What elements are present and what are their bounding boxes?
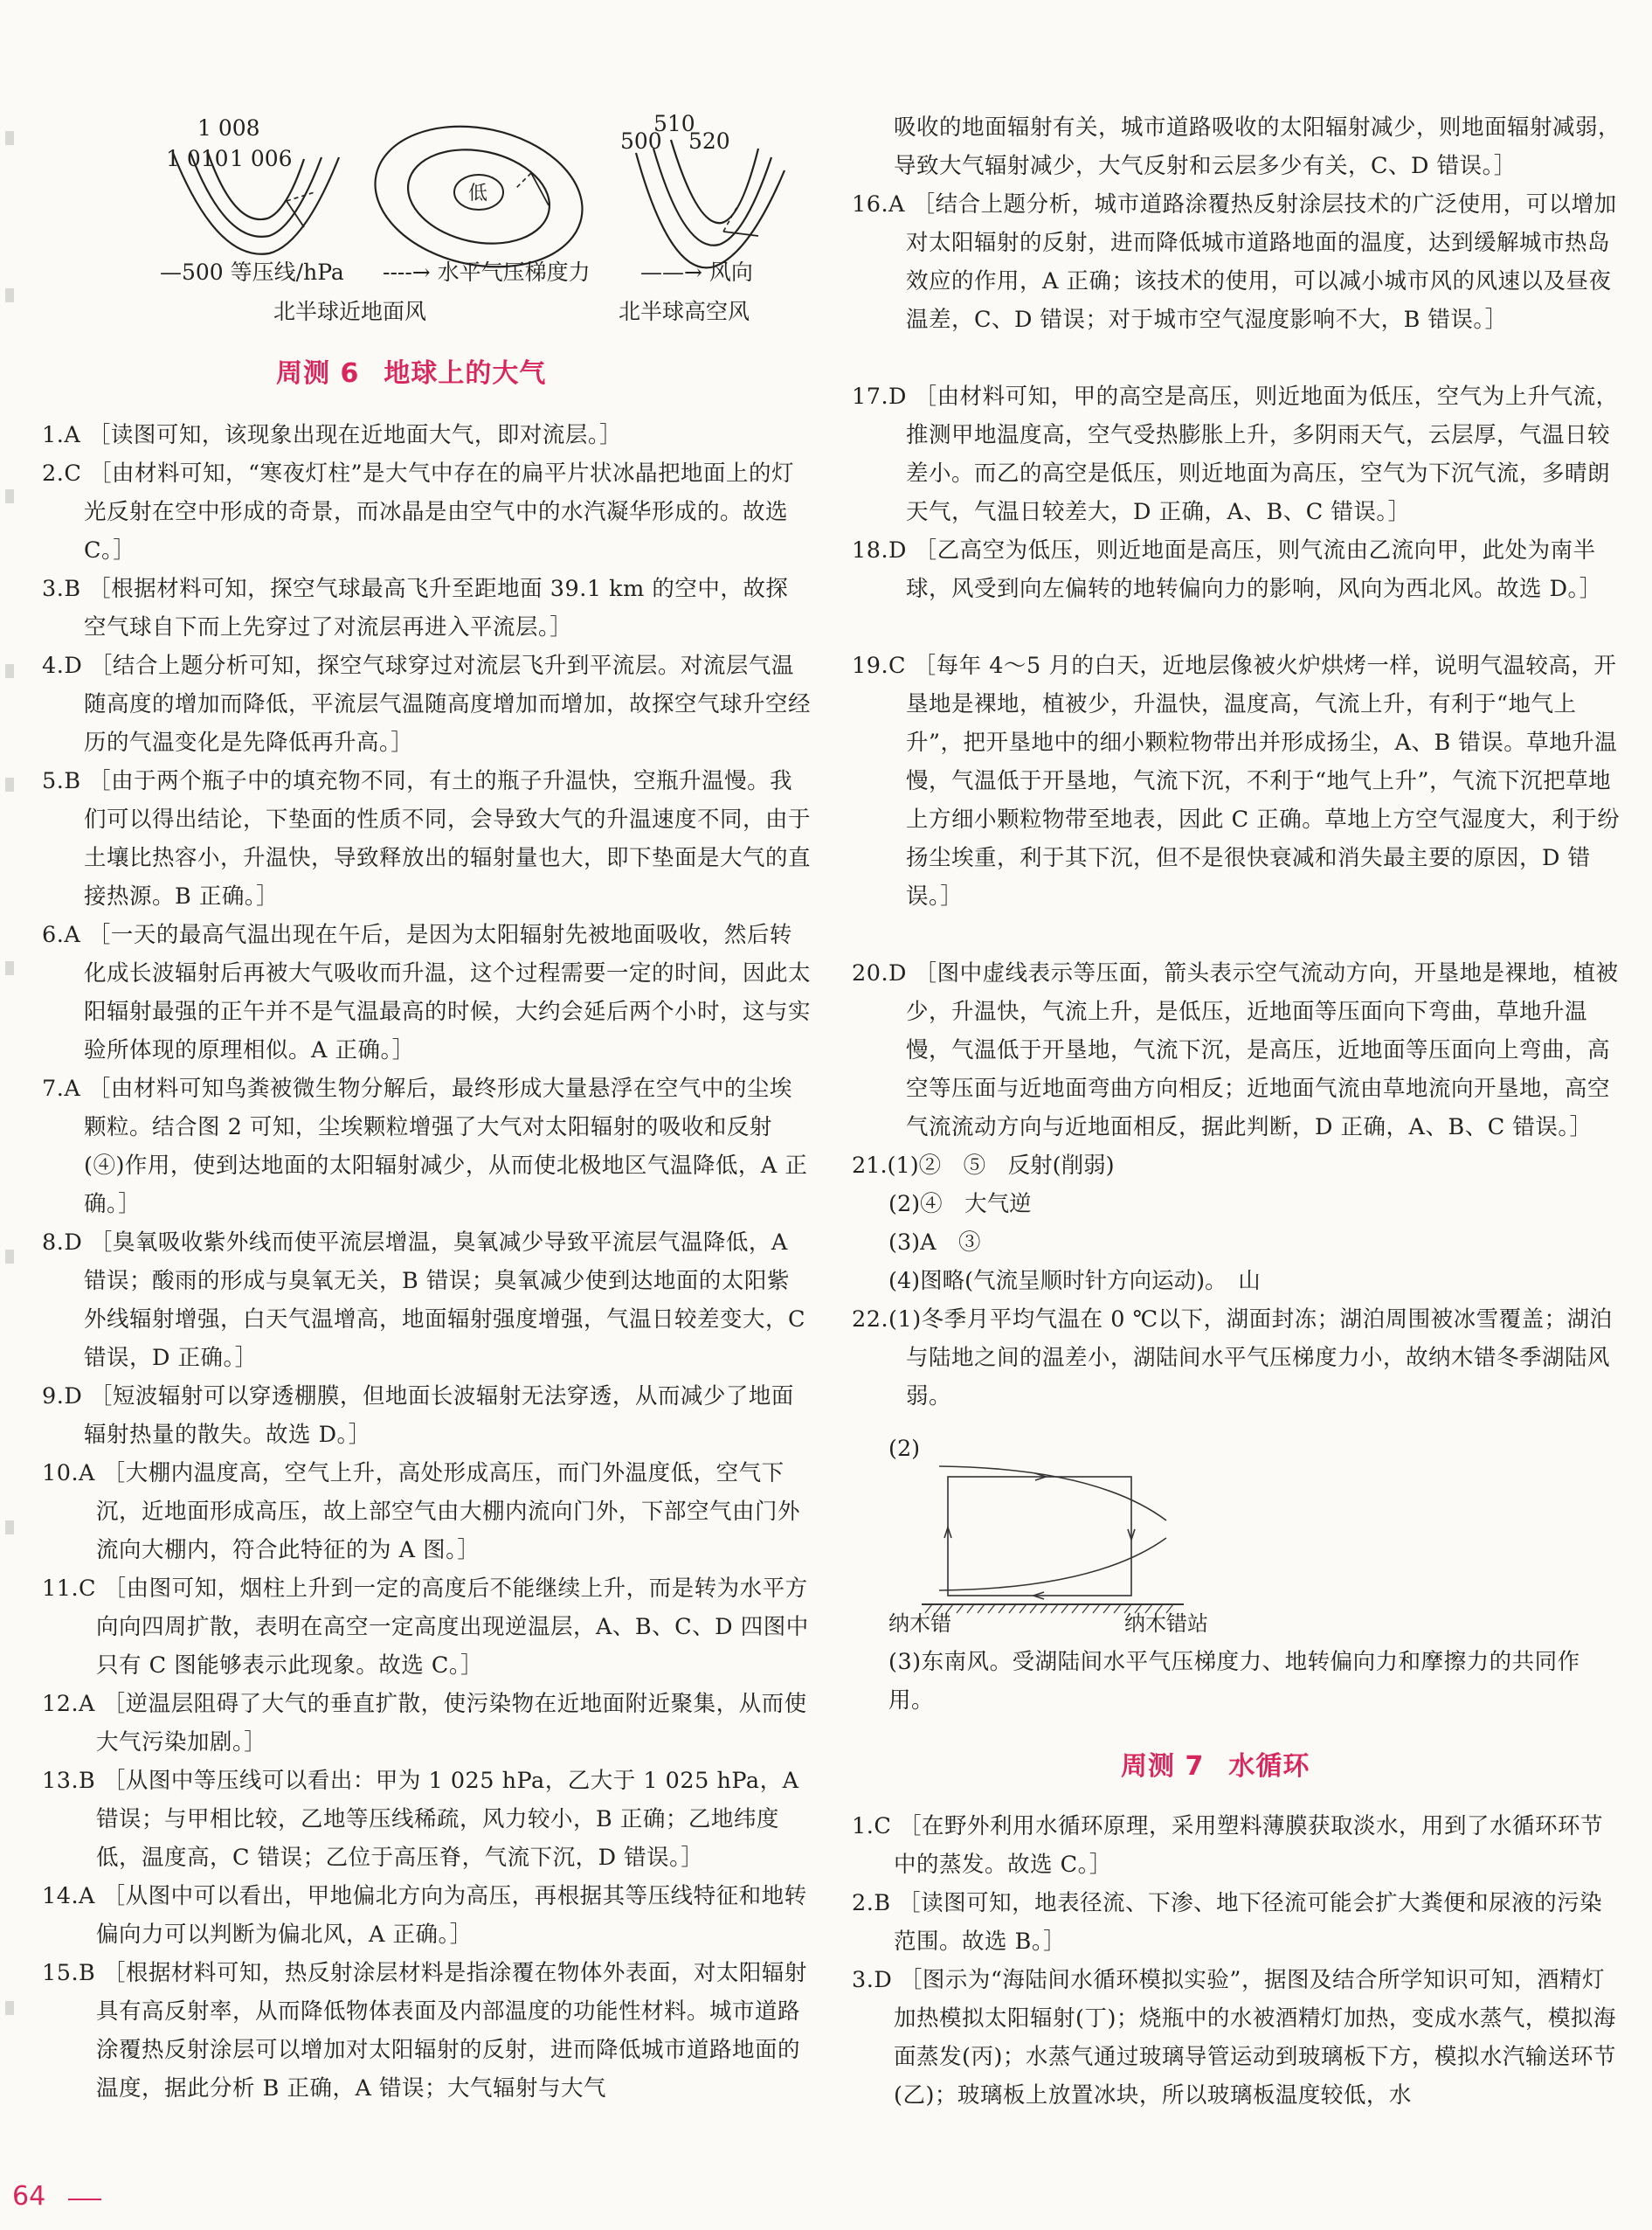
section-6-title <box>276 351 546 390</box>
isobar-label-1006: 1 006 <box>230 146 293 171</box>
answer-paragraph: 3.B ［根据材料可知，探空气球最高飞升至距地面 39.1 km 的空中，故探空气球自下而上先穿过了对流层再进入平流层。］ <box>42 576 789 641</box>
section-6-number: 周测 6 <box>276 358 360 389</box>
legend-wind-direction: ——→ 风向 <box>640 260 753 285</box>
answer-paragraph: 6.A ［一天的最高气温出现在午后，是因为太阳辐射先被地面吸收，然后转化成长波辐射后再被大气吸收而升温，这个过程需要一定的时间，因此太阳辐射最强的正午并不是气温最高的时候，大约会延后两个小时，这与实验所体现的原理相似。A 正确。］ <box>42 922 812 1063</box>
caption-surface-wind: 北半球近地面风 <box>273 299 427 324</box>
caption-upper-wind: 北半球高空风 <box>619 299 750 324</box>
answer-paragraph: 5.B ［由于两个瓶子中的填充物不同，有土的瓶子升温快，空瓶升温慢。我们可以得出结论，下垫面的性质不同，会导致大气的升温速度不同，由于土壤比热容小，升温快，导致释放出的辐射量也大，即下垫面是大气的直接热源。B 正确。］ <box>42 768 812 910</box>
q22-part-2-label: (2) <box>888 1436 921 1462</box>
answer-paragraph: 16.A ［结合上题分析，城市道路涂覆热反射涂层技术的广泛使用，可以增加对太阳辐射的反射，进而降低城市道路地面的温度，达到缓解城市热岛效应的作用，A 正确；该技术的使用，可以减小城市风的风速以及昼夜温差，C、D 错误；对于城市空气湿度影响不大，B 错误。］ <box>852 191 1617 333</box>
section-6-name: 地球上的大气 <box>384 358 547 389</box>
answer-paragraph: 11.C ［由图可知，烟柱上升到一定的高度后不能继续上升，而是转为水平方向向四周扩散，表明在高空一定高度出现逆温层，A、B、C、D 四图中只有 C 图能够表示此现象。故选 C。］ <box>42 1576 809 1679</box>
section-7-name: 水循环 <box>1228 1751 1310 1782</box>
answer-paragraph: 20.D ［图中虚线表示等压面，箭头表示空气流动方向，开垦地是裸地，植被少，升温快，气流上升，是低压，近地面等压面向下弯曲，草地升温慢，气温低于开垦地，气流下沉，是高压，近地面等压面向上弯曲，高空等压面与近地面弯曲方向相反；近地面气流由草地流向开垦地，高空气流流动方向与近地面相反，据此判断，D 正确，A、B、C 错误。］ <box>852 960 1619 1140</box>
isobar-label-500: 500 <box>620 128 662 154</box>
answer-paragraph: 18.D ［乙高空为低压，则近地面是高压，则气流由乙流向甲，此处为南半球，风受到向左偏转的地转偏向力的影响，风向为西北风。故选 D。］ <box>852 537 1602 602</box>
answer-paragraph: 10.A ［大棚内温度高，空气上升，高处形成高压，而门外温度低，空气下沉，近地面形成高压，故上部空气由大棚内流向门外，下部空气由门外流向大棚内，符合此特征的为 A 图。］ <box>42 1460 801 1563</box>
answer-paragraph: 7.A ［由材料可知鸟粪被微生物分解后，最终形成大量悬浮在空气中的尘埃颗粒。结合图 2 可知，尘埃颗粒增强了大气对太阳辐射的吸收和反射(④)作用，使到达地面的太阳辐射减少，从而使北极地区气温降低，A 正确。］ <box>42 1076 808 1217</box>
q22-part-3: (3)东南风。受湖陆间水平气压梯度力、地转偏向力和摩擦力的共同作用。 <box>888 1649 1580 1714</box>
isobar-label-520: 520 <box>688 128 730 154</box>
answer-paragraph: 17.D ［由材料可知，甲的高空是高压，则近地面为低压，空气为上升气流，推测甲地温度高，空气受热膨胀上升，多阴雨天气，云层厚，气温日较差小。而乙的高空是低压，则近地面为高压，空气为下沉气流，多晴朗天气，气温日较差大，D 正确，A、B、C 错误。］ <box>852 384 1619 525</box>
binding-edge <box>0 0 23 2230</box>
answer-paragraph-continued: 吸收的地面辐射有关，城市道路吸收的太阳辐射减少，则地面辐射减弱，导致大气辐射减少，大气反射和云层多少有关，C、D 错误。］ <box>894 114 1621 179</box>
answer-paragraph: 1.A ［读图可知，该现象出现在近地面大气，即对流层。］ <box>42 422 623 448</box>
legend-pressure-gradient: ----→ 水平气压梯度力 <box>383 260 591 285</box>
answer-paragraph: 3.D ［图示为“海陆间水循环模拟实验”，据图及结合所学知识可知，酒精灯加热模拟太阳辐射(丁)；烧瓶中的水被酒精灯加热，变成水蒸气，模拟海面蒸发(丙)；水蒸气通过玻璃导管运动到玻璃板下方，模拟水汽输送环节(乙)；玻璃板上放置冰块，所以玻璃板温度较低，水 <box>852 1967 1616 2109</box>
isobar-label-510: 510 <box>653 111 695 136</box>
page-number-dash <box>68 2199 101 2200</box>
legend-isobar: —500 等压线/hPa <box>160 260 344 285</box>
answer-paragraph: 2.B ［读图可知，地表径流、下渗、地下径流可能会扩大粪便和尿液的污染范围。故选 B。］ <box>852 1890 1603 1955</box>
answer-paragraph: 15.B ［根据材料可知，热反射涂层材料是指涂覆在物体外表面，对太阳辐射具有高反射率，从而降低物体表面及内部温度的功能性材料。城市道路涂覆热反射涂层可以增加对太阳辐射的反射，进而降低城市道路地面的温度，据此分析 B 正确，A 错误；大气辐射与大气 <box>42 1960 807 2102</box>
page-number: 64 <box>12 2181 46 2212</box>
answer-paragraph: 9.D ［短波辐射可以穿透棚膜，但地面长波辐射无法穿透，从而减少了地面辐射热量的散失。故选 D。］ <box>42 1383 794 1448</box>
low-pressure-label: 低 <box>468 183 488 204</box>
section-7-title <box>1121 1744 1310 1783</box>
fig-label-namtso-station: 纳木错站 <box>1124 1611 1208 1636</box>
isobar-label-1008: 1 008 <box>197 115 260 141</box>
section-7-number: 周测 7 <box>1121 1751 1205 1782</box>
answer-paragraph: 19.C ［每年 4～5 月的白天，近地层像被火炉烘烤一样，说明气温较高，开垦地是裸地，植被少，升温快，温度高，气流上升，有利于“地气上升”，把开垦地中的细小颗粒物带出并形成扬尘，A、B 错误。草地升温慢，气温低于开垦地，气流下沉，不利于“地气上升”，气流下沉把草地上方细小颗粒物带至地表，因此 C 正确。草地上方空气湿度大，利于纷扬尘埃重，利于其下沉，但不是很快衰减和消失最主要的原因，D 错误。］ <box>852 653 1621 910</box>
answer-paragraph: 2.C ［由材料可知，“寒夜灯柱”是大气中存在的扁平片状冰晶把地面上的灯光反射在空中形成的奇景，而冰晶是由空气中的水汽凝华形成的。故选 C。］ <box>42 461 795 564</box>
wind-diagram-figure <box>121 105 802 332</box>
fig-label-namtso: 纳木错 <box>888 1611 951 1636</box>
q21-line-4: (4)图略(气流呈顺时针方向运动)。 山 <box>888 1268 1261 1294</box>
answer-paragraph: 13.B ［从图中等压线可以看出：甲为 1 025 hPa，乙大于 1 025 hPa，A 错误；与甲相比较，乙地等压线稀疏，风力较小，B 正确；乙地纬度低，温度高，C 错误；乙位于高压脊，气流下沉，D 错误。］ <box>42 1768 799 1871</box>
q21-line-3: (3)A ③ <box>888 1229 981 1256</box>
answer-paragraph: 4.D ［结合上题分析可知，探空气球穿过对流层飞升到平流层。对流层气温随高度的增加而降低，平流层气温随高度增加而增加，故探空气球升空经历的气温变化是先降低再升高。］ <box>42 653 812 756</box>
isobar-label-1010: 1 010 <box>166 146 229 171</box>
answer-paragraph: 1.C ［在野外利用水循环原理，采用塑料薄膜获取淡水，用到了水循环环节中的蒸发。故选 C。］ <box>852 1813 1603 1878</box>
answer-paragraph: 14.A ［从图中可以看出，甲地偏北方向为高压，再根据其等压线特征和地转偏向力可以判断为偏北风，A 正确。］ <box>42 1883 807 1948</box>
q21-line-1: 21.(1)② ⑤ 反射(削弱) <box>852 1153 1115 1179</box>
answer-paragraph: 12.A ［逆温层阻碍了大气的垂直扩散，使污染物在近地面附近聚集，从而使大气污染加剧。］ <box>42 1691 807 1756</box>
answer-paragraph: 8.D ［臭氧吸收紫外线而使平流层增温，臭氧减少导致平流层气温降低，A 错误；酸雨的形成与臭氧无关，B 错误；臭氧减少使到达地面的太阳紫外线辐射增强，白天气温增高，地面辐射强度增强，气温日较差变大，C 错误，D 正确。］ <box>42 1229 806 1371</box>
q22-part-1: 22.(1)冬季月平均气温在 0 ℃以下，湖面封冻；湖泊周围被冰雪覆盖；湖泊与陆地之间的温差小，湖陆间水平气压梯度力小，故纳木错冬季湖陆风弱。 <box>852 1306 1613 1409</box>
q21-line-2: (2)④ 大气逆 <box>888 1191 1032 1217</box>
